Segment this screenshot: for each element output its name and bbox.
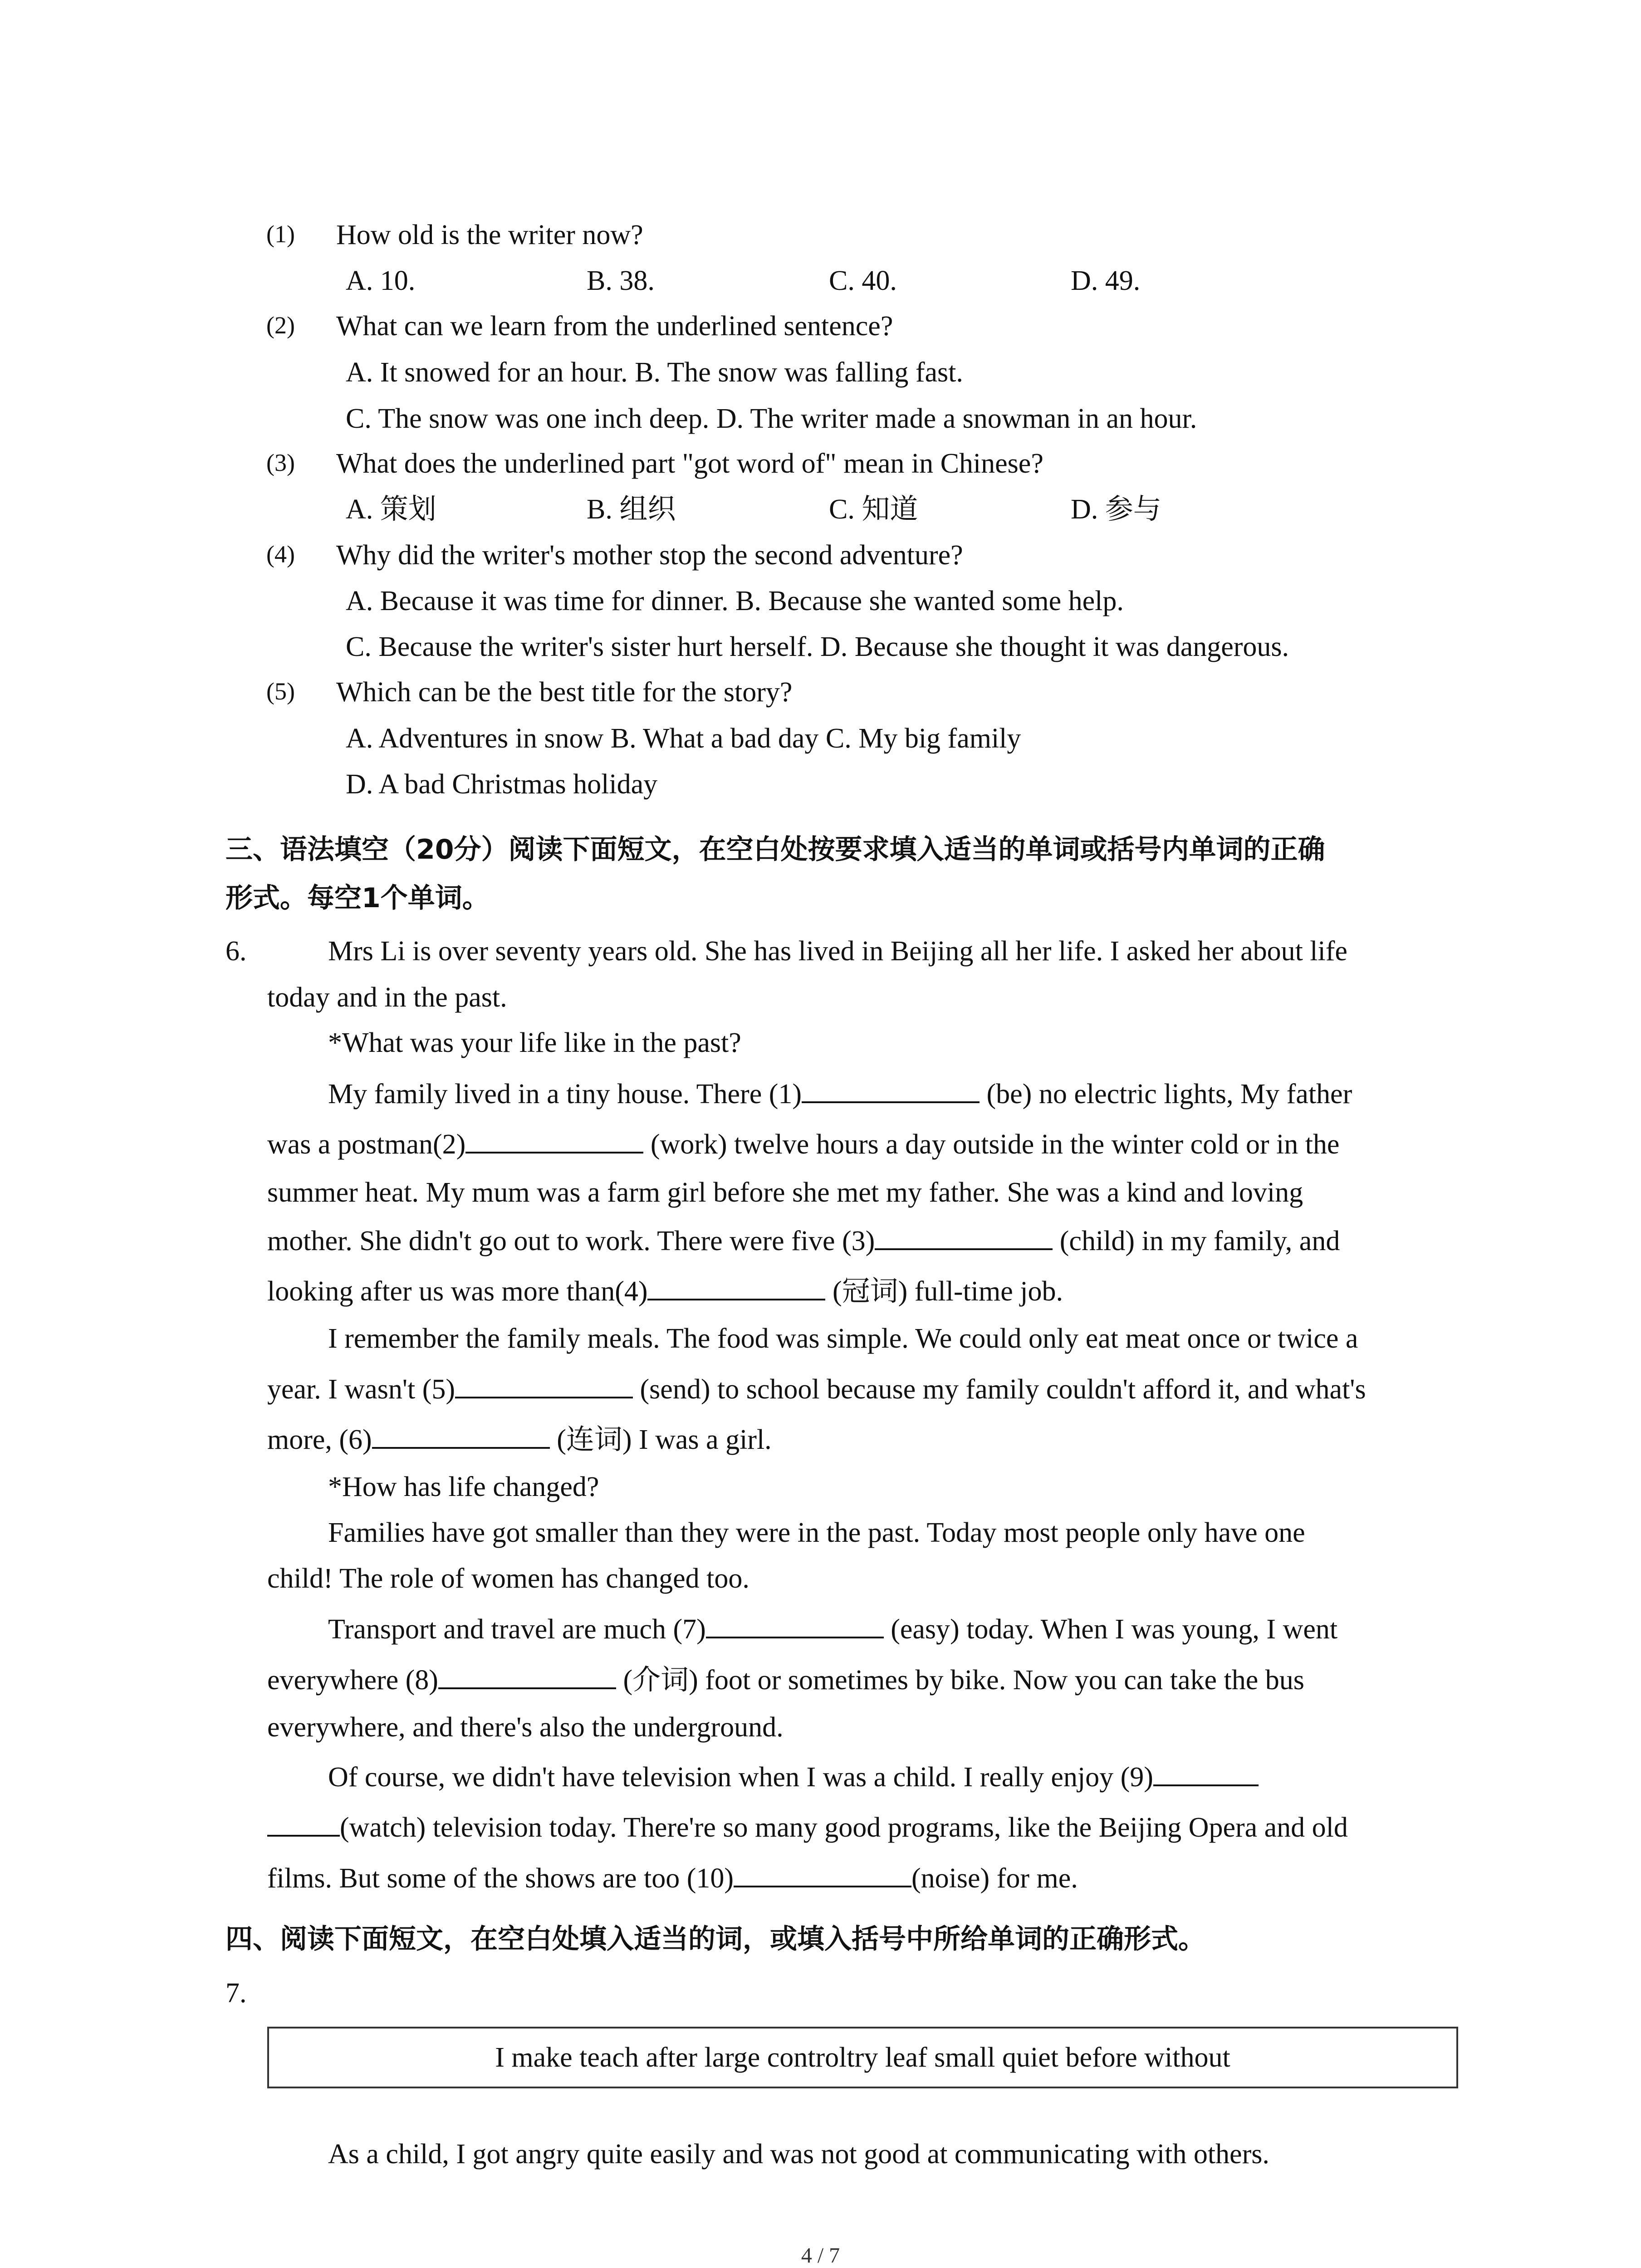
option-d: D. 参与: [1071, 494, 1161, 525]
passage-line: As a child, I got angry quite easily and was not good at communicating with others.: [328, 2139, 1269, 2170]
option-b: B. 组织: [587, 494, 676, 525]
word-bank: [267, 2027, 1458, 2088]
passage-text: Of course, we didn't have television when I was a child. I really enjoy (9): [328, 1762, 1153, 1793]
passage-text: films. But some of the shows are too (10): [267, 1863, 734, 1894]
passage-text: My family lived in a tiny house. There (1): [328, 1079, 802, 1110]
passage-line: Mrs Li is over seventy years old. She has lived in Beijing all her life. I asked her about life: [328, 936, 1347, 967]
option-a: A. 策划: [346, 494, 436, 525]
passage-text: (watch) television today. There're so many good programs, like the Beijing Opera and old: [340, 1812, 1348, 1843]
question-number: (2): [266, 312, 295, 339]
question-text: Why did the writer's mother stop the second adventure?: [336, 540, 963, 571]
option-c: C. 知道: [829, 494, 918, 525]
question-text: What does the underlined part "got word of" mean in Chinese?: [336, 448, 1043, 479]
passage-line: today and in the past.: [267, 982, 507, 1013]
passage-text: (noise) for me.: [911, 1863, 1078, 1894]
passage-text: (send) to school because my family couldn't afford it, and what's: [633, 1374, 1366, 1405]
question-text: What can we learn from the underlined sentence?: [336, 311, 893, 342]
question-text: How old is the writer now?: [336, 220, 643, 250]
options-line: A. Because it was time for dinner. B. Because she wanted some help.: [346, 586, 1124, 616]
passage-text: (冠词) full-time job.: [825, 1276, 1063, 1307]
answer-blank-8[interactable]: [438, 1687, 616, 1689]
answer-blank-5[interactable]: [455, 1396, 633, 1398]
option-a: A. 10.: [346, 265, 416, 296]
passage-line: *How has life changed?: [328, 1471, 599, 1502]
question-number: (3): [266, 449, 295, 476]
passage-text: was a postman(2): [267, 1129, 466, 1160]
option-b: B. 38.: [587, 265, 655, 296]
answer-blank-10[interactable]: [734, 1885, 911, 1887]
passage-line: [328, 1763, 1259, 1791]
word-bank-text: I make teach after large controltry leaf small quiet before without: [495, 2042, 1230, 2073]
answer-blank-9-continued[interactable]: [267, 1834, 340, 1837]
options-line: A. It snowed for an hour. B. The snow was falling fast.: [346, 357, 963, 388]
passage-line: summer heat. My mum was a farm girl before she met my father. She was a kind and loving: [267, 1177, 1303, 1208]
passage-text: (连词) I was a girl.: [549, 1424, 772, 1455]
passage-line: [267, 1864, 1078, 1892]
passage-line: [267, 1813, 1348, 1842]
passage-line: [267, 1227, 1340, 1255]
passage-line: [267, 1130, 1339, 1158]
options-line: D. A bad Christmas holiday: [346, 769, 658, 800]
question-number: (5): [266, 678, 295, 705]
question-text: Which can be the best title for the story?: [336, 677, 793, 708]
question-number: 6.: [225, 936, 247, 967]
answer-blank-4[interactable]: [647, 1298, 825, 1300]
passage-line: [267, 1375, 1366, 1403]
question-number: (1): [266, 220, 295, 248]
options-line: C. The snow was one inch deep. D. The writer made a snowman in an hour.: [346, 403, 1197, 434]
passage-line: [267, 1666, 1304, 1694]
passage-text: Transport and travel are much (7): [328, 1614, 706, 1645]
passage-text: (介词) foot or sometimes by bike. Now you can take the bus: [616, 1665, 1304, 1696]
options-line: C. Because the writer's sister hurt herself. D. Because she thought it was dangerous.: [346, 631, 1289, 662]
passage-text: everywhere (8): [267, 1665, 438, 1696]
passage-line: [267, 1277, 1063, 1305]
section-heading: 四、阅读下面短文，在空白处填入适当的词，或填入括号中所给单词的正确形式。: [225, 1923, 1205, 1955]
answer-blank-3[interactable]: [875, 1248, 1053, 1250]
passage-line: I remember the family meals. The food was simple. We could only eat meat once or twice a: [328, 1323, 1358, 1354]
page-number: 4 / 7: [801, 2244, 840, 2268]
passage-text: mother. She didn't go out to work. There were five (3): [267, 1226, 875, 1256]
passage-text: (work) twelve hours a day outside in the winter cold or in the: [643, 1129, 1340, 1160]
passage-text: more, (6): [267, 1424, 372, 1455]
answer-blank-6[interactable]: [372, 1447, 550, 1449]
passage-line: *What was your life like in the past?: [328, 1027, 741, 1058]
question-number: (4): [266, 541, 295, 568]
passage-text: (child) in my family, and: [1053, 1226, 1340, 1256]
question-number: 7.: [225, 1978, 247, 2009]
passage-text: (be) no electric lights, My father: [980, 1079, 1352, 1110]
passage-line: child! The role of women has changed too.: [267, 1563, 749, 1594]
passage-line: [328, 1080, 1352, 1108]
passage-line: [328, 1615, 1337, 1643]
passage-line: [267, 1426, 772, 1454]
passage-text: year. I wasn't (5): [267, 1374, 456, 1405]
passage-text: looking after us was more than(4): [267, 1276, 648, 1307]
answer-blank-7[interactable]: [706, 1636, 884, 1638]
answer-blank-1[interactable]: [802, 1101, 980, 1103]
answer-blank-9[interactable]: [1153, 1784, 1259, 1786]
section-heading: 形式。每空1个单词。: [225, 882, 490, 914]
passage-line: everywhere, and there's also the underground.: [267, 1712, 784, 1743]
options-line: A. Adventures in snow B. What a bad day C. My big family: [346, 723, 1021, 754]
option-d: D. 49.: [1071, 265, 1141, 296]
answer-blank-2[interactable]: [465, 1151, 643, 1154]
option-c: C. 40.: [829, 265, 897, 296]
section-heading: 三、语法填空（20分）阅读下面短文，在空白处按要求填入适当的单词或括号内单词的正确: [225, 834, 1325, 865]
passage-line: Families have got smaller than they were in the past. Today most people only have one: [328, 1517, 1305, 1548]
passage-text: (easy) today. When I was young, I went: [883, 1614, 1338, 1645]
